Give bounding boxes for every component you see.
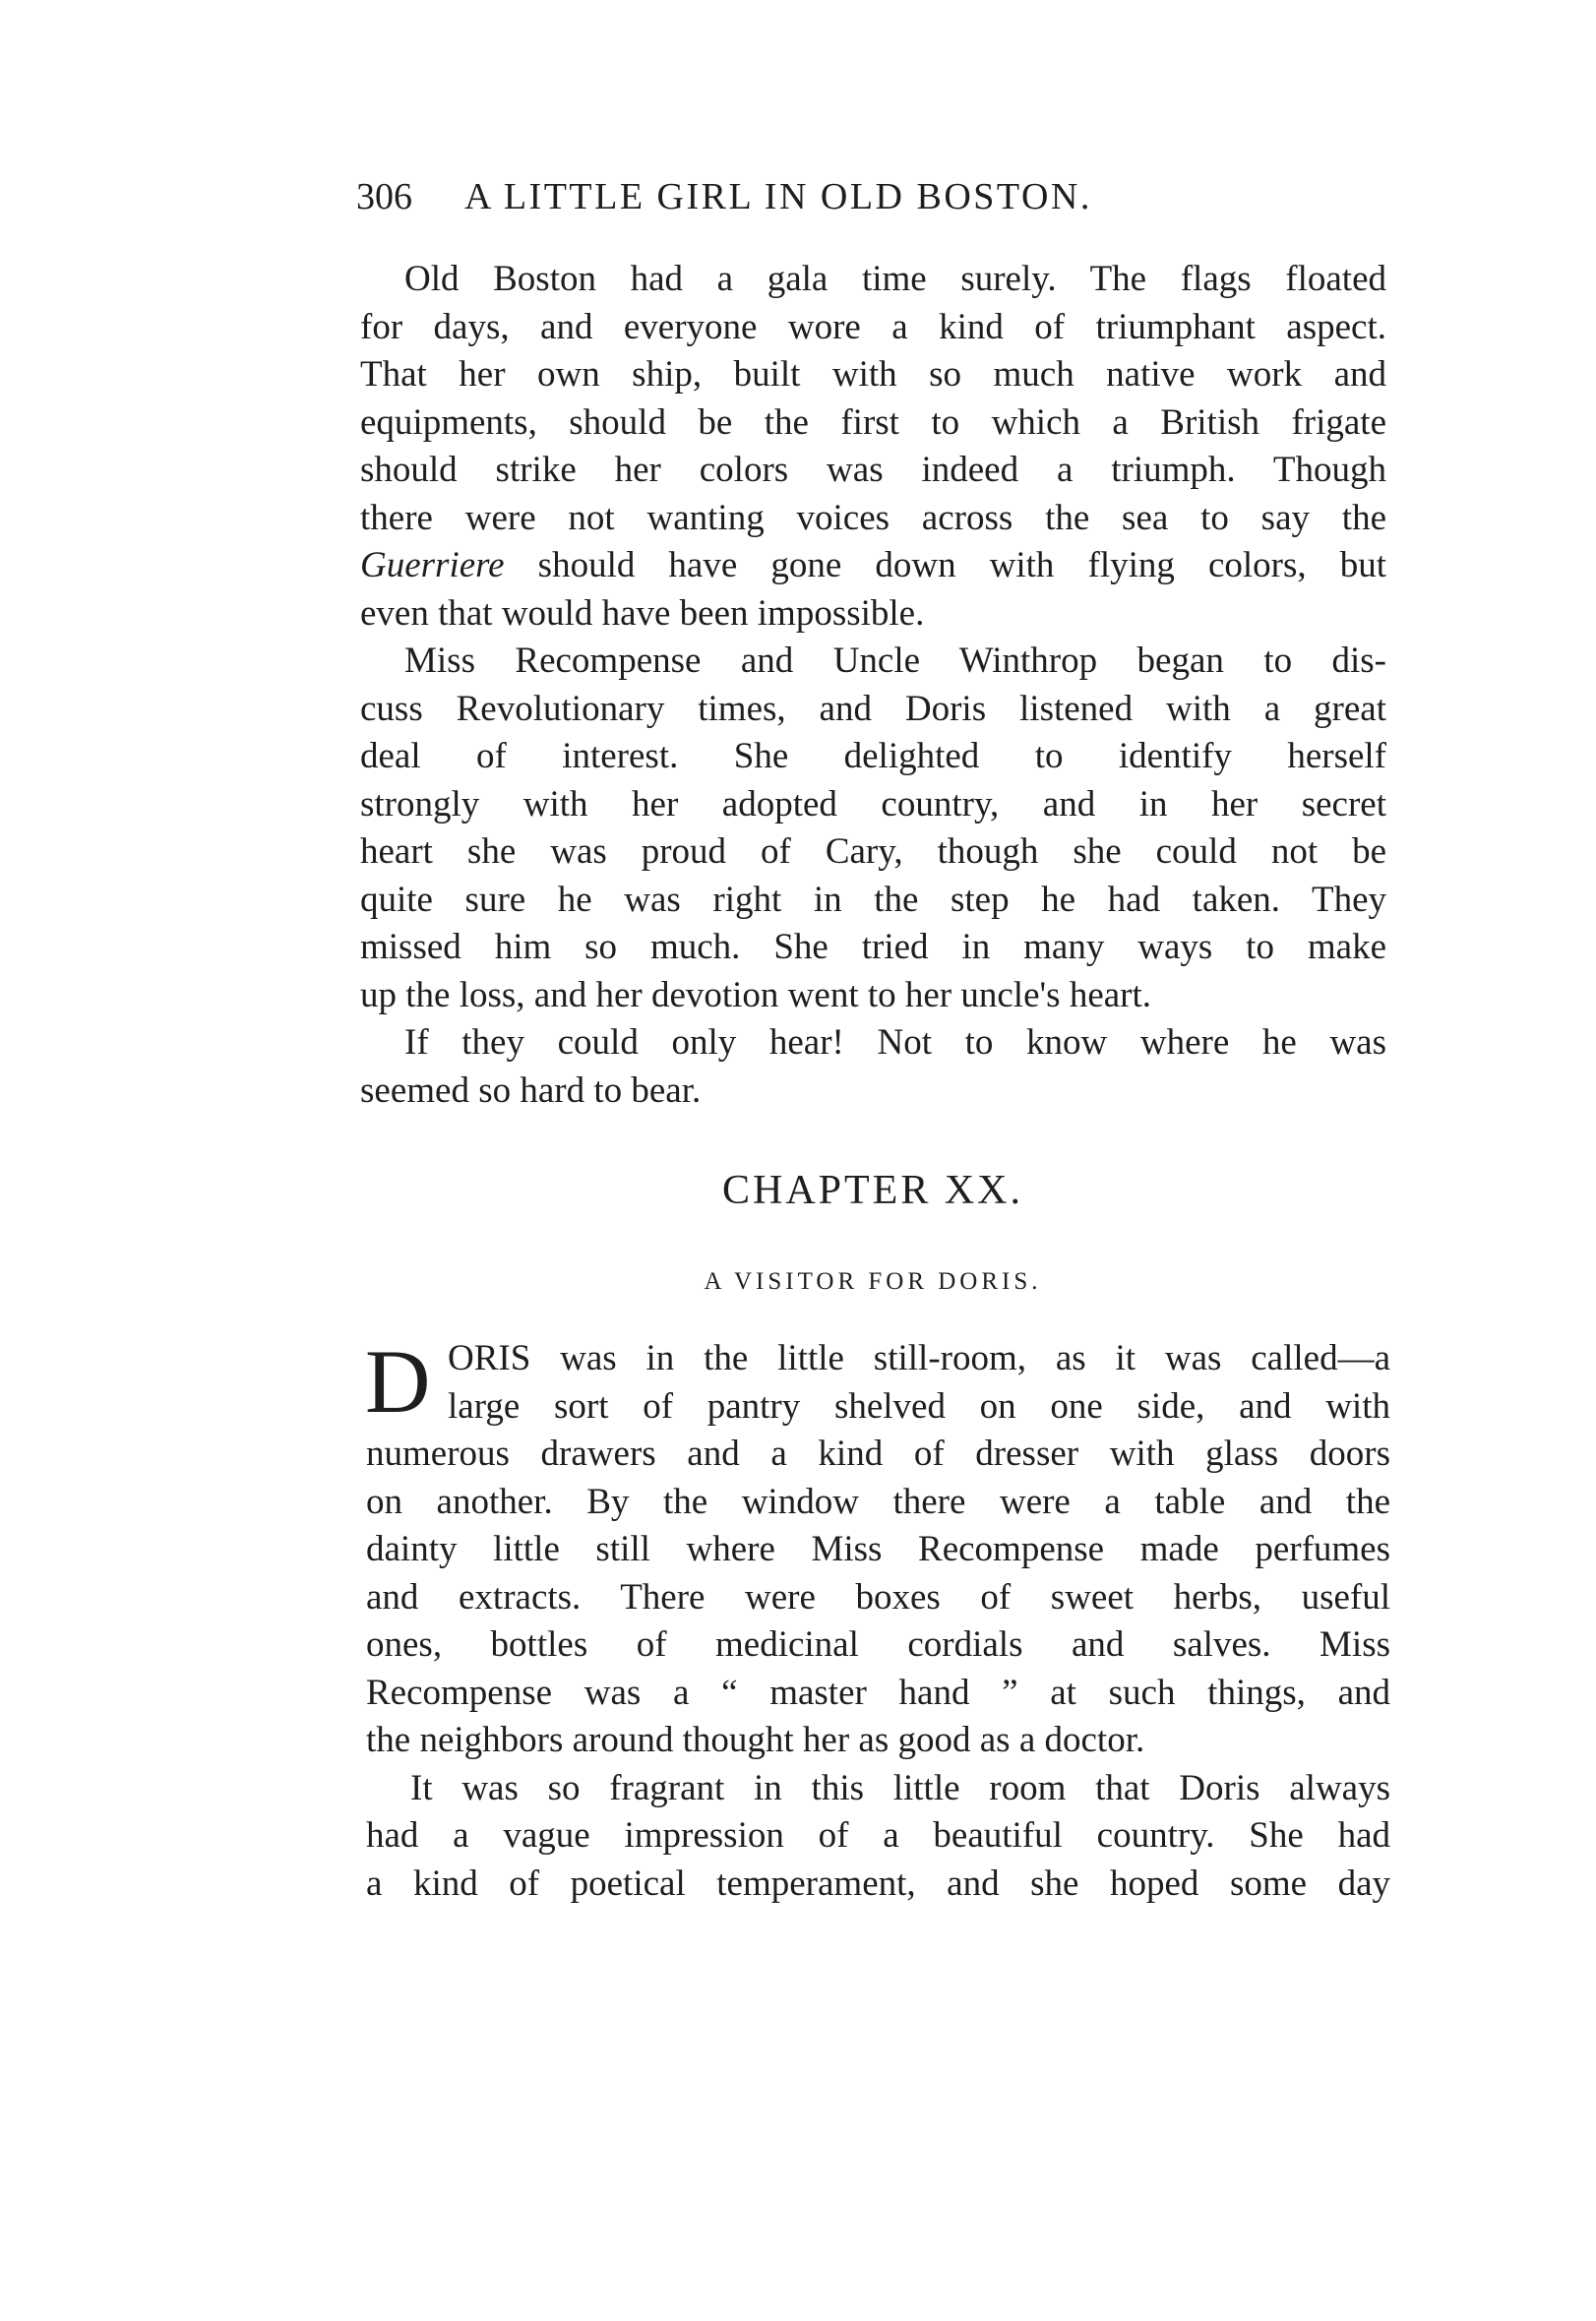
text-line: there were not wanting voices across the sea to say the [360, 497, 1386, 538]
text-line: Old Boston had a gala time surely. The flags floated [404, 259, 1386, 299]
text-line: Recompense was a “ master hand ” at such things, and [366, 1672, 1390, 1713]
text-line: for days, and everyone wore a kind of triumphant aspect. [360, 306, 1386, 347]
text-line: ORIS was in the little still-room, as it was called—a [448, 1338, 1390, 1378]
text-line: numerous drawers and a kind of dresser with glass doors [366, 1434, 1390, 1474]
chapter-subtitle: A VISITOR FOR DORIS. [704, 1268, 1042, 1295]
text-line: It was so fragrant in this little room that Doris always [410, 1767, 1390, 1808]
running-title: A LITTLE GIRL IN OLD BOSTON. [464, 176, 1092, 217]
text-line: large sort of pantry shelved on one side, and with [448, 1385, 1390, 1427]
text-span: should have gone down with flying colors, but [504, 545, 1386, 585]
text-line: on another. By the window there were a table and the [366, 1481, 1390, 1522]
chapter-title: CHAPTER XX. [721, 1168, 1024, 1213]
page-number: 306 [356, 176, 412, 217]
ship-name: Guerriere [360, 545, 505, 585]
text-line: even that would have been impossible. [360, 592, 925, 634]
text-line: and extracts. There were boxes of sweet herbs, useful [366, 1576, 1390, 1618]
text-line: That her own ship, built with so much native work and [360, 354, 1386, 395]
text-line: heart she was proud of Cary, though she could not be [360, 831, 1386, 872]
text-line: ones, bottles of medicinal cordials and salves. Miss [366, 1624, 1390, 1665]
text-line: cuss Revolutionary times, and Doris listened with a great [360, 688, 1386, 729]
text-line: equipments, should be the first to which a British frigate [360, 401, 1386, 443]
text-line: Miss Recompense and Uncle Winthrop began to dis- [404, 641, 1386, 681]
text-line: strongly with her adopted country, and in her secret [360, 783, 1386, 825]
text-line: deal of interest. She delighted to identify herself [360, 736, 1386, 776]
text-line: had a vague impression of a beautiful country. She had [366, 1815, 1390, 1856]
text-line: the neighbors around thought her as good as a doctor. [366, 1720, 1145, 1760]
text-line: a kind of poetical temperament, and she hoped some day [366, 1863, 1390, 1904]
drop-cap: D [365, 1331, 431, 1432]
text-line: missed him so much. She tried in many ways to make [360, 927, 1386, 967]
text-line: seemed so hard to bear. [360, 1069, 702, 1111]
text-line: dainty little still where Miss Recompense made perfumes [366, 1529, 1390, 1569]
text-line: If they could only hear! Not to know where he was [404, 1022, 1386, 1063]
text-line: quite sure he was right in the step he had taken. They [360, 879, 1386, 920]
chapter-text [365, 1331, 1390, 1908]
text-line: up the loss, and her devotion went to her uncle's heart. [360, 974, 1152, 1015]
running-head [356, 167, 1389, 226]
text-line: should strike her colors was indeed a triumph. Though [360, 450, 1386, 490]
section-text [360, 256, 1386, 1115]
text-line [360, 542, 1386, 590]
